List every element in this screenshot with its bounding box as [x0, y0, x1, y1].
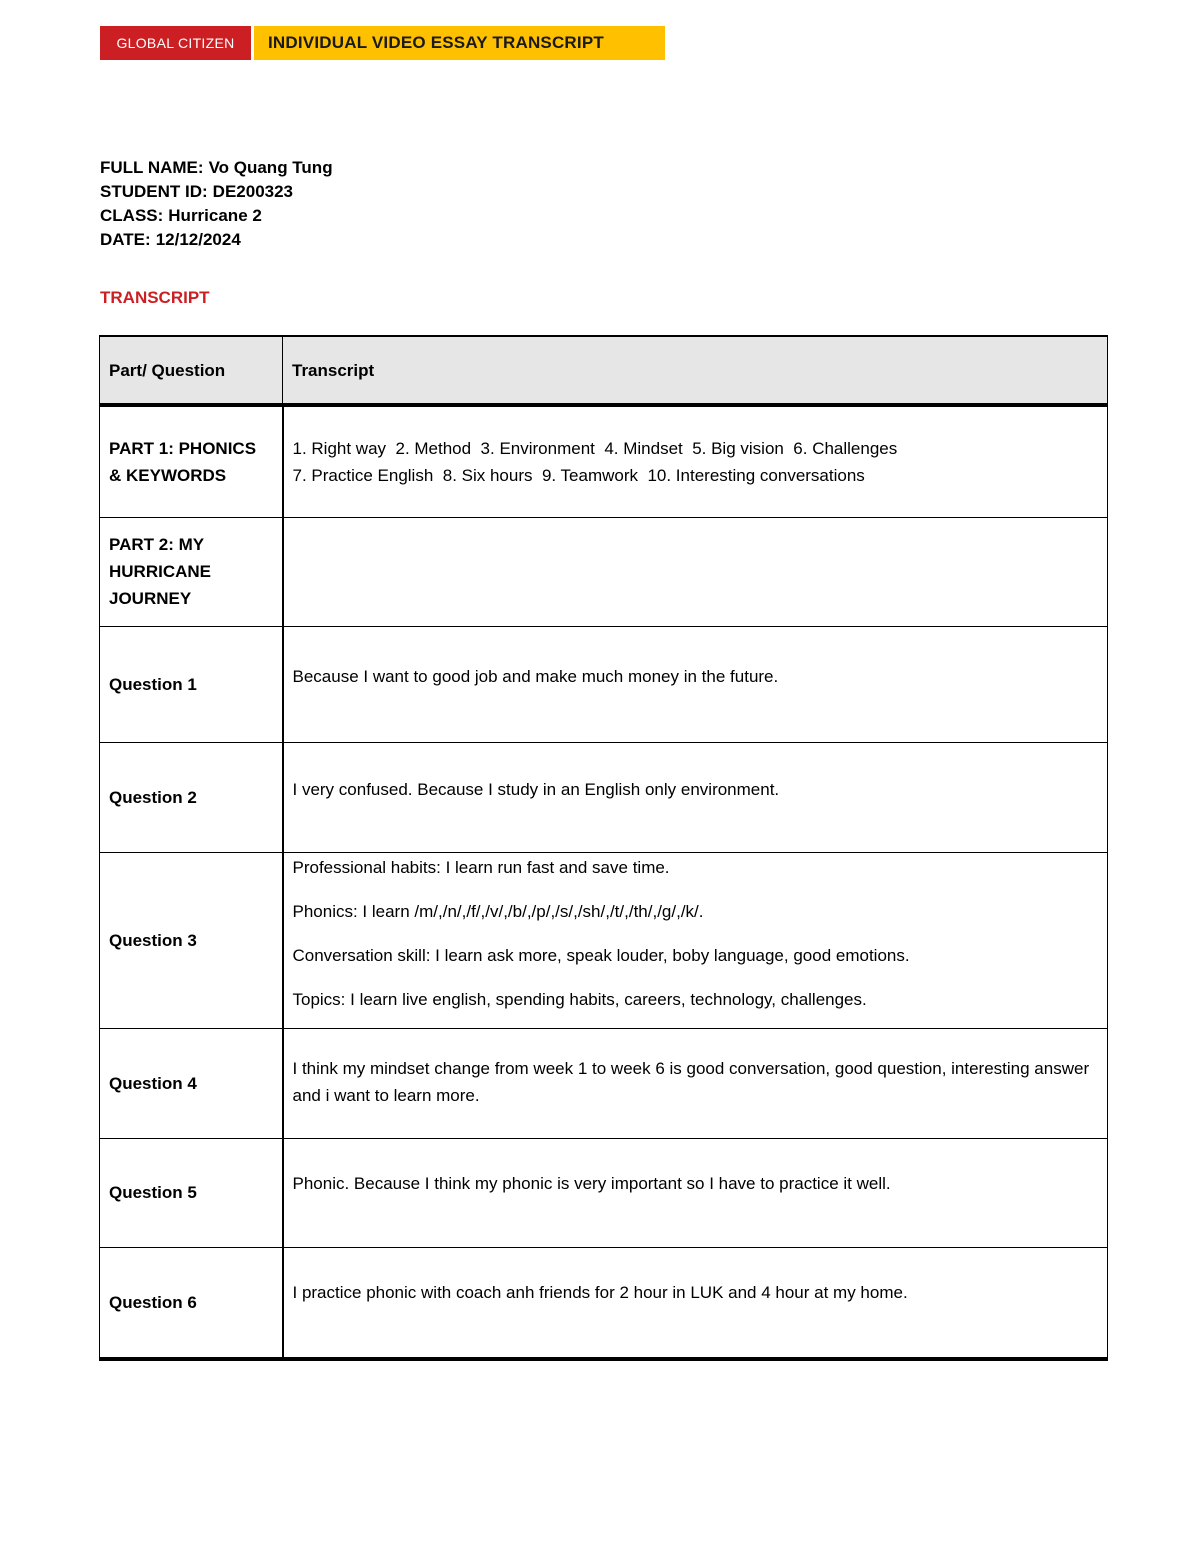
- class-value: Hurricane 2: [168, 206, 262, 225]
- full-name-label: FULL NAME:: [100, 158, 204, 177]
- row-transcript: [283, 405, 1108, 517]
- row-part-label: PART 1: PHONICS & KEYWORDS: [100, 405, 283, 517]
- table-row: [100, 626, 1108, 742]
- full-name-row: [100, 156, 333, 180]
- row-part-label: Question 6: [100, 1247, 283, 1359]
- column-header-part: Part/ Question: [100, 336, 283, 405]
- student-id-row: [100, 180, 333, 204]
- transcript-line: I think my mindset change from week 1 to week 6 is good conversation, good question, interesting answer and i want to learn more.: [292, 1058, 1090, 1105]
- date-label: DATE:: [100, 230, 151, 249]
- class-row: [100, 204, 333, 228]
- class-label: CLASS:: [100, 206, 164, 225]
- row-part-label: Question 2: [100, 742, 283, 852]
- table-row: [100, 742, 1108, 852]
- transcript-line: 7. Practice English 8. Six hours 9. Teamwork 10. Interesting conversations: [292, 465, 865, 485]
- transcript-table: [99, 335, 1108, 1361]
- transcript-line: 1. Right way 2. Method 3. Environment 4. Mindset 5. Big vision 6. Challenges: [292, 438, 898, 458]
- column-header-transcript: Transcript: [283, 336, 1108, 405]
- row-part-label: Question 1: [100, 626, 283, 742]
- table-row: [100, 1247, 1108, 1359]
- row-transcript: [283, 1247, 1108, 1359]
- student-info: [100, 156, 333, 252]
- transcript-line: I very confused. Because I study in an English only environment.: [292, 779, 780, 799]
- transcript-line: Conversation skill: I learn ask more, speak louder, boby language, good emotions.: [292, 945, 910, 965]
- row-transcript: [283, 1028, 1108, 1138]
- document-header: [100, 26, 665, 60]
- student-id-value: DE200323: [212, 182, 294, 201]
- date-value: 12/12/2024: [155, 230, 241, 249]
- row-part-label: Question 5: [100, 1138, 283, 1247]
- document-type-title: INDIVIDUAL VIDEO ESSAY TRANSCRIPT: [254, 26, 665, 60]
- transcript-line: Because I want to good job and make much money in the future.: [292, 666, 779, 686]
- row-transcript: [283, 626, 1108, 742]
- row-transcript: [283, 852, 1108, 1028]
- row-part-label: Question 3: [100, 852, 283, 1028]
- transcript-line: Professional habits: I learn run fast and save time.: [292, 857, 670, 877]
- row-transcript: [283, 517, 1108, 626]
- transcript-line: I practice phonic with coach anh friends for 2 hour in LUK and 4 hour at my home.: [292, 1282, 908, 1302]
- table-row: [100, 517, 1108, 626]
- row-transcript: [283, 742, 1108, 852]
- table-row: [100, 852, 1108, 1028]
- transcript-line: Phonic. Because I think my phonic is very important so I have to practice it well.: [292, 1173, 891, 1193]
- row-part-label: Question 4: [100, 1028, 283, 1138]
- section-title: TRANSCRIPT: [100, 288, 210, 307]
- brand-label: GLOBAL CITIZEN: [100, 26, 251, 60]
- full-name-value: Vo Quang Tung: [208, 158, 333, 177]
- transcript-line: Topics: I learn live english, spending habits, careers, technology, challenges.: [292, 989, 867, 1009]
- student-id-label: STUDENT ID:: [100, 182, 208, 201]
- row-transcript: [283, 1138, 1108, 1247]
- table-header-row: [100, 336, 1108, 405]
- table-row: [100, 1028, 1108, 1138]
- transcript-line: Phonics: I learn /m/,/n/,/f/,/v/,/b/,/p/,/s/,/sh/,/t/,/th/,/g/,/k/.: [292, 901, 704, 921]
- table-row: [100, 1138, 1108, 1247]
- date-row: [100, 228, 333, 252]
- row-part-label: PART 2: MY HURRICANE JOURNEY: [100, 517, 283, 626]
- table-row: [100, 405, 1108, 517]
